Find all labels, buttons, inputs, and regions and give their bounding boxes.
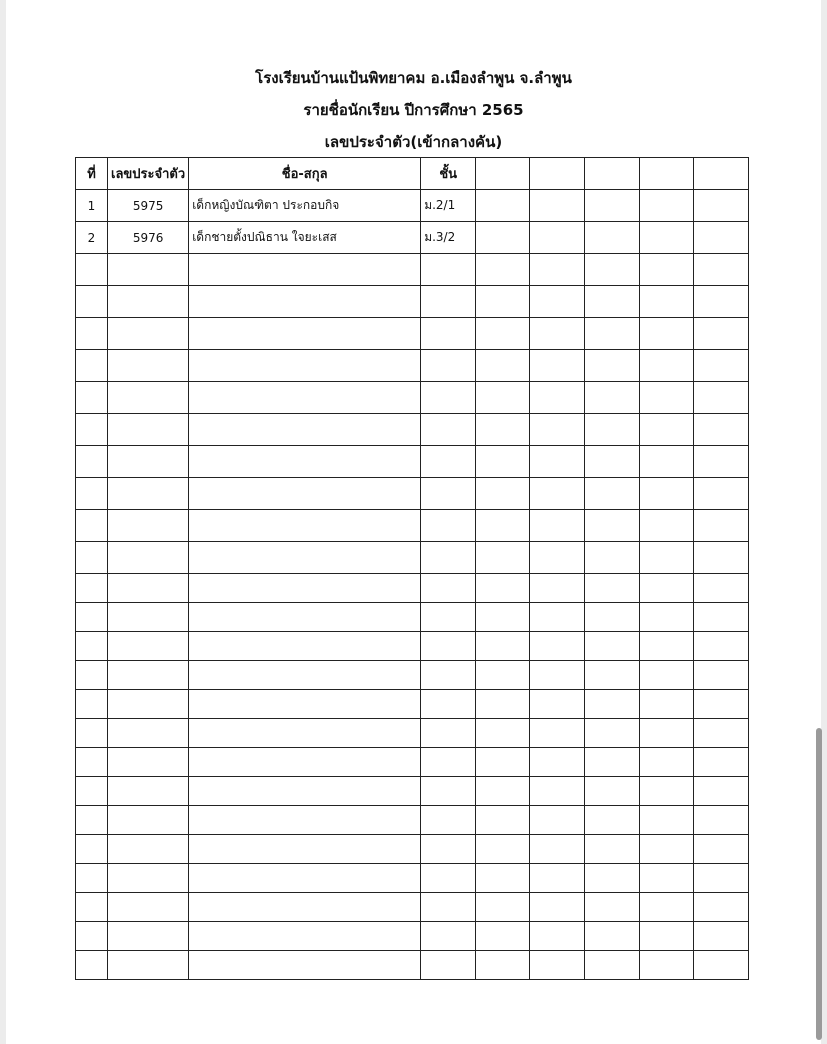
cell-blank xyxy=(476,414,530,446)
school-title: โรงเรียนบ้านแป้นพิทยาคม อ.เมืองลำพูน จ.ลำพูน xyxy=(255,69,572,87)
cell-blank xyxy=(476,806,530,835)
cell-blank xyxy=(640,542,694,574)
cell-blank xyxy=(585,690,640,719)
cell-blank xyxy=(694,286,749,318)
cell-blank xyxy=(76,350,108,382)
cell-blank xyxy=(585,574,640,603)
cell-blank xyxy=(189,574,421,603)
cell-blank xyxy=(640,318,694,350)
cell-blank xyxy=(530,661,585,690)
cell-blank xyxy=(421,661,476,690)
cell-blank xyxy=(189,864,421,893)
cell-blank xyxy=(694,777,749,806)
cell-blank xyxy=(476,951,530,980)
cell-blank xyxy=(108,893,189,922)
cell-blank xyxy=(530,835,585,864)
cell-class: ม.2/1 xyxy=(421,190,476,222)
cell-blank xyxy=(76,446,108,478)
empty-row xyxy=(76,806,749,835)
cell-blank xyxy=(421,777,476,806)
cell-blank xyxy=(189,603,421,632)
table-body xyxy=(76,190,749,980)
cell-blank xyxy=(694,690,749,719)
cell-blank xyxy=(476,286,530,318)
document-page xyxy=(6,0,821,1044)
empty-row xyxy=(76,542,749,574)
cell-blank xyxy=(189,350,421,382)
cell-blank xyxy=(694,542,749,574)
cell-blank xyxy=(694,254,749,286)
cell-blank xyxy=(476,864,530,893)
cell-blank xyxy=(76,777,108,806)
cell-blank xyxy=(421,446,476,478)
cell-blank xyxy=(694,893,749,922)
cell-blank xyxy=(476,350,530,382)
cell-blank xyxy=(585,350,640,382)
header-class: ชั้น xyxy=(421,158,476,190)
cell-blank xyxy=(694,510,749,542)
cell-blank xyxy=(189,690,421,719)
header-no: ที่ xyxy=(76,158,108,190)
cell-blank xyxy=(476,382,530,414)
cell-blank xyxy=(189,777,421,806)
cell-blank xyxy=(694,574,749,603)
cell-blank xyxy=(108,350,189,382)
empty-row xyxy=(76,350,749,382)
cell-blank xyxy=(585,806,640,835)
cell-blank xyxy=(530,864,585,893)
cell-blank xyxy=(421,690,476,719)
cell-blank xyxy=(108,478,189,510)
cell-blank xyxy=(76,893,108,922)
cell-blank xyxy=(585,719,640,748)
cell-blank xyxy=(421,350,476,382)
cell-blank xyxy=(108,603,189,632)
empty-row xyxy=(76,777,749,806)
cell-blank xyxy=(585,542,640,574)
cell-blank xyxy=(694,382,749,414)
cell-blank xyxy=(640,478,694,510)
cell-blank xyxy=(585,382,640,414)
cell-blank xyxy=(76,254,108,286)
empty-row xyxy=(76,661,749,690)
cell-blank xyxy=(530,318,585,350)
empty-row xyxy=(76,951,749,980)
cell-blank xyxy=(530,719,585,748)
cell-blank xyxy=(530,690,585,719)
cell-blank xyxy=(694,222,749,254)
cell-blank xyxy=(108,542,189,574)
cell-blank xyxy=(108,748,189,777)
cell-blank xyxy=(189,748,421,777)
cell-blank xyxy=(476,446,530,478)
empty-row xyxy=(76,864,749,893)
cell-blank xyxy=(108,835,189,864)
cell-blank xyxy=(108,951,189,980)
cell-blank xyxy=(530,893,585,922)
empty-row xyxy=(76,510,749,542)
empty-row xyxy=(76,254,749,286)
cell-blank xyxy=(640,777,694,806)
cell-no: 1 xyxy=(76,190,108,222)
cell-blank xyxy=(421,542,476,574)
header-student-id: เลขประจำตัว xyxy=(108,158,189,190)
cell-blank xyxy=(108,446,189,478)
cell-blank xyxy=(476,719,530,748)
cell-blank xyxy=(76,951,108,980)
cell-blank xyxy=(476,603,530,632)
empty-row xyxy=(76,318,749,350)
cell-blank xyxy=(108,661,189,690)
cell-blank xyxy=(189,542,421,574)
cell-blank xyxy=(694,414,749,446)
cell-blank xyxy=(694,748,749,777)
cell-blank xyxy=(189,661,421,690)
cell-blank xyxy=(640,603,694,632)
cell-blank xyxy=(108,318,189,350)
cell-blank xyxy=(585,951,640,980)
cell-blank xyxy=(585,661,640,690)
cell-blank xyxy=(189,719,421,748)
empty-row xyxy=(76,922,749,951)
cell-blank xyxy=(76,286,108,318)
cell-blank xyxy=(476,893,530,922)
cell-blank xyxy=(694,478,749,510)
cell-student-id: 5976 xyxy=(108,222,189,254)
cell-blank xyxy=(585,222,640,254)
empty-row xyxy=(76,382,749,414)
cell-blank xyxy=(694,835,749,864)
cell-blank xyxy=(585,446,640,478)
cell-blank xyxy=(76,922,108,951)
cell-blank xyxy=(640,922,694,951)
cell-blank xyxy=(189,286,421,318)
cell-blank xyxy=(421,510,476,542)
cell-blank xyxy=(694,922,749,951)
cell-blank xyxy=(76,864,108,893)
header-blank xyxy=(585,158,640,190)
cell-blank xyxy=(189,318,421,350)
cell-blank xyxy=(476,690,530,719)
cell-blank xyxy=(530,603,585,632)
cell-blank xyxy=(640,414,694,446)
cell-blank xyxy=(694,951,749,980)
empty-row xyxy=(76,690,749,719)
empty-row xyxy=(76,286,749,318)
cell-blank xyxy=(76,603,108,632)
cell-blank xyxy=(421,414,476,446)
cell-blank xyxy=(421,922,476,951)
cell-blank xyxy=(76,690,108,719)
cell-blank xyxy=(76,835,108,864)
cell-blank xyxy=(640,254,694,286)
cell-blank xyxy=(76,510,108,542)
cell-blank xyxy=(585,835,640,864)
cell-blank xyxy=(585,893,640,922)
empty-row xyxy=(76,574,749,603)
cell-blank xyxy=(694,318,749,350)
cell-blank xyxy=(421,835,476,864)
cell-blank xyxy=(76,318,108,350)
cell-blank xyxy=(585,414,640,446)
empty-row xyxy=(76,719,749,748)
cell-blank xyxy=(76,748,108,777)
cell-blank xyxy=(585,510,640,542)
empty-row xyxy=(76,478,749,510)
cell-blank xyxy=(189,632,421,661)
cell-blank xyxy=(585,632,640,661)
cell-blank xyxy=(694,719,749,748)
cell-name: เด็กชายตั้งปณิธาน ใจยะเสส xyxy=(189,222,421,254)
cell-blank xyxy=(640,893,694,922)
cell-blank xyxy=(476,254,530,286)
cell-blank xyxy=(694,864,749,893)
vertical-scrollbar[interactable] xyxy=(816,728,822,1040)
cell-blank xyxy=(530,222,585,254)
cell-blank xyxy=(640,661,694,690)
cell-blank xyxy=(108,414,189,446)
cell-blank xyxy=(76,542,108,574)
table-row xyxy=(76,222,749,254)
cell-blank xyxy=(108,922,189,951)
cell-blank xyxy=(530,510,585,542)
cell-blank xyxy=(640,748,694,777)
cell-blank xyxy=(585,286,640,318)
cell-blank xyxy=(476,922,530,951)
cell-blank xyxy=(640,222,694,254)
cell-blank xyxy=(640,510,694,542)
cell-blank xyxy=(640,951,694,980)
cell-blank xyxy=(585,922,640,951)
cell-blank xyxy=(421,748,476,777)
cell-blank xyxy=(530,254,585,286)
cell-blank xyxy=(76,661,108,690)
empty-row xyxy=(76,446,749,478)
cell-blank xyxy=(530,190,585,222)
cell-blank xyxy=(76,632,108,661)
cell-blank xyxy=(476,777,530,806)
empty-row xyxy=(76,414,749,446)
cell-blank xyxy=(530,922,585,951)
cell-blank xyxy=(694,806,749,835)
cell-blank xyxy=(530,574,585,603)
cell-blank xyxy=(189,893,421,922)
cell-blank xyxy=(76,414,108,446)
cell-blank xyxy=(189,414,421,446)
cell-blank xyxy=(421,574,476,603)
empty-row xyxy=(76,835,749,864)
header-name: ชื่อ-สกุล xyxy=(189,158,421,190)
cell-blank xyxy=(421,893,476,922)
cell-blank xyxy=(530,286,585,318)
id-subtitle: เลขประจำตัว(เข้ากลางคัน) xyxy=(324,133,503,151)
cell-blank xyxy=(76,478,108,510)
cell-blank xyxy=(421,286,476,318)
empty-row xyxy=(76,632,749,661)
cell-no: 2 xyxy=(76,222,108,254)
cell-blank xyxy=(108,574,189,603)
cell-blank xyxy=(476,661,530,690)
cell-blank xyxy=(530,446,585,478)
cell-blank xyxy=(640,446,694,478)
cell-blank xyxy=(476,542,530,574)
cell-blank xyxy=(476,835,530,864)
cell-blank xyxy=(421,864,476,893)
cell-blank xyxy=(421,254,476,286)
cell-blank xyxy=(640,382,694,414)
cell-blank xyxy=(421,478,476,510)
cell-blank xyxy=(530,806,585,835)
cell-blank xyxy=(694,446,749,478)
cell-blank xyxy=(108,806,189,835)
cell-blank xyxy=(530,382,585,414)
cell-blank xyxy=(640,864,694,893)
cell-blank xyxy=(189,510,421,542)
cell-blank xyxy=(76,806,108,835)
cell-blank xyxy=(640,690,694,719)
cell-blank xyxy=(530,414,585,446)
cell-blank xyxy=(421,951,476,980)
cell-blank xyxy=(476,318,530,350)
cell-blank xyxy=(640,574,694,603)
header-blank xyxy=(476,158,530,190)
cell-blank xyxy=(189,254,421,286)
cell-blank xyxy=(530,478,585,510)
cell-blank xyxy=(108,690,189,719)
cell-blank xyxy=(421,806,476,835)
cell-blank xyxy=(640,286,694,318)
cell-blank xyxy=(108,510,189,542)
cell-blank xyxy=(640,190,694,222)
header-blank xyxy=(640,158,694,190)
cell-blank xyxy=(189,478,421,510)
cell-blank xyxy=(530,632,585,661)
cell-blank xyxy=(640,719,694,748)
cell-blank xyxy=(108,777,189,806)
list-title: รายชื่อนักเรียน ปีการศึกษา 2565 xyxy=(303,101,524,119)
cell-student-id: 5975 xyxy=(108,190,189,222)
empty-row xyxy=(76,603,749,632)
cell-blank xyxy=(108,632,189,661)
cell-blank xyxy=(585,318,640,350)
cell-blank xyxy=(694,190,749,222)
cell-blank xyxy=(585,603,640,632)
cell-blank xyxy=(108,864,189,893)
cell-blank xyxy=(694,632,749,661)
cell-blank xyxy=(476,510,530,542)
cell-blank xyxy=(189,922,421,951)
cell-blank xyxy=(421,603,476,632)
cell-blank xyxy=(694,603,749,632)
cell-blank xyxy=(108,286,189,318)
table-header-row xyxy=(76,158,749,190)
cell-blank xyxy=(530,542,585,574)
cell-blank xyxy=(530,951,585,980)
cell-blank xyxy=(421,318,476,350)
cell-blank xyxy=(108,254,189,286)
cell-blank xyxy=(108,719,189,748)
cell-blank xyxy=(640,350,694,382)
cell-blank xyxy=(476,190,530,222)
cell-blank xyxy=(530,777,585,806)
cell-blank xyxy=(694,661,749,690)
cell-blank xyxy=(585,748,640,777)
cell-blank xyxy=(421,632,476,661)
cell-blank xyxy=(189,382,421,414)
header-blank xyxy=(530,158,585,190)
cell-blank xyxy=(421,719,476,748)
cell-blank xyxy=(76,574,108,603)
empty-row xyxy=(76,893,749,922)
cell-blank xyxy=(585,777,640,806)
cell-blank xyxy=(585,478,640,510)
cell-blank xyxy=(189,446,421,478)
cell-blank xyxy=(640,632,694,661)
cell-blank xyxy=(476,574,530,603)
empty-row xyxy=(76,748,749,777)
cell-blank xyxy=(189,835,421,864)
header-blank xyxy=(694,158,749,190)
cell-blank xyxy=(476,222,530,254)
cell-name: เด็กหญิงบัณฑิตา ประกอบกิจ xyxy=(189,190,421,222)
cell-blank xyxy=(585,254,640,286)
cell-blank xyxy=(530,350,585,382)
cell-blank xyxy=(585,190,640,222)
cell-blank xyxy=(108,382,189,414)
cell-blank xyxy=(421,382,476,414)
cell-blank xyxy=(530,748,585,777)
cell-blank xyxy=(694,350,749,382)
cell-blank xyxy=(640,835,694,864)
table-row xyxy=(76,190,749,222)
cell-blank xyxy=(640,806,694,835)
cell-blank xyxy=(189,806,421,835)
cell-blank xyxy=(585,864,640,893)
cell-blank xyxy=(476,478,530,510)
cell-blank xyxy=(76,719,108,748)
cell-class: ม.3/2 xyxy=(421,222,476,254)
cell-blank xyxy=(189,951,421,980)
student-table xyxy=(75,157,749,980)
cell-blank xyxy=(76,382,108,414)
cell-blank xyxy=(476,632,530,661)
cell-blank xyxy=(476,748,530,777)
